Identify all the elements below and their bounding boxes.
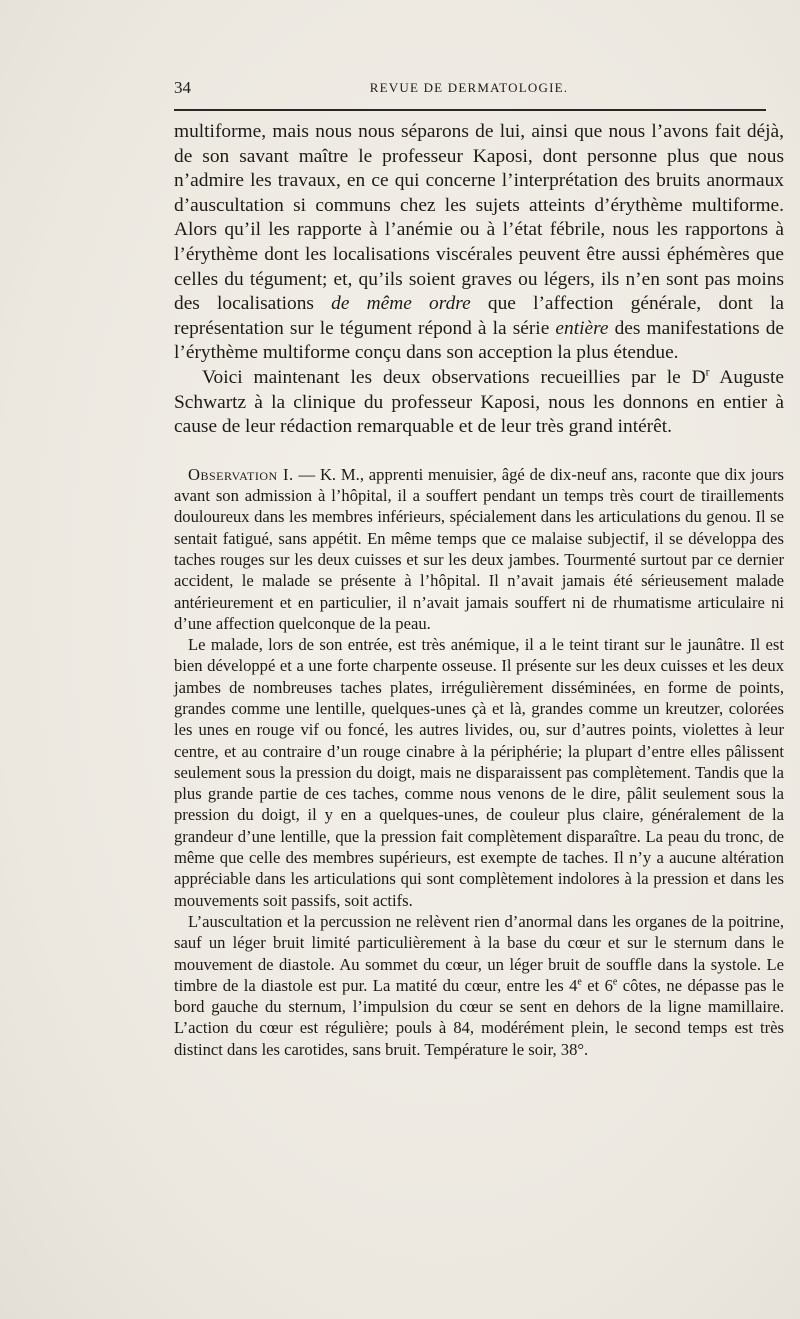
- text-run: — K. M., apprenti menuisier, âgé de dix-neuf ans, raconte que dix jours avant son admission à l’hôpital, il a souffert pendant un temps très court de tiraillements douloureux dans les membres inférieurs, spécialement dans les articulations du genou. Il se sentait fatigué, sans appétit. En même temps que ce malaise subjectif, il se développa des taches rouges sur les deux cuisses et sur les deux jambes. Tourmenté surtout par ce dernier accident, le malade se présente à l’hôpital. Il n’avait jamais été sérieusement malade antérieurement et en particulier, il n’avait jamais souffert ni de rhumatisme articulaire ni d’une affection quelconque de la peau.: [174, 464, 784, 633]
- superscript: e: [612, 976, 618, 988]
- running-title: REVUE DE DERMATOLOGIE.: [369, 80, 569, 95]
- text-block: [174, 120, 784, 1060]
- observation-label: Observation I.: [188, 464, 294, 484]
- main-text: [174, 120, 784, 440]
- observation-paragraph-2: Le malade, lors de son entrée, est très anémique, il a le teint tirant sur le jaunâtre. Il est bien développé et a une forte charpente osseuse. Il présente sur les deux cuisses et les deux jambes de nombreuses taches plates, irrégulièrement disséminées, en forme de points, grandes comme une lentille, quelques-unes çà et là, grandes comme un kreutzer, colorées les unes en rouge vif ou foncé, les autres livides, ou, sur d’autres points, violettes à leur centre, et au contraire d’un rouge cinabre à la périphérie; la plupart d’entre elles pâlissent seulement sous la pression du doigt, mais ne disparaissent pas complètement. Tandis que la plus grande partie de ces taches, comme nous venons de le dire, pâlit seulement sous la pression du doigt, il y en a quelques-unes, de couleur plus claire, généralement de la grandeur d’une lentille, que la pression fait complètement disparaître. La peau du tronc, de même que celle des membres supérieurs, est exempte de taches. Il n’y a aucune altération appréciable dans les articulations qui sont complètement indolores à la pression et dans les mouvements soit passifs, soit actifs.: [174, 635, 784, 910]
- text-run: Voici maintenant les deux observations recueillies par le D: [202, 366, 706, 388]
- superscript: e: [577, 976, 582, 988]
- page-header: [174, 78, 764, 100]
- text-run: des manifestations de l’érythème multiforme conçu dans son acception la plus étendue.: [174, 317, 784, 364]
- italic-run: de même ordre: [331, 293, 471, 315]
- text-run: côtes, ne dépasse pas le bord gauche du sternum, l’impulsion du cœur se sent en dehors de la ligne mamillaire. L’action du cœur est régulière; pouls à 84, modérément plein, le second temps est très distinct dans les carotides, sans bruit. Température le soir, 38°.: [174, 975, 784, 1059]
- text-run: que l’affection générale, dont la représentation sur le tégument répond à la série: [174, 293, 784, 339]
- text-run: et 6: [581, 975, 613, 995]
- observation-paragraph-3: [174, 911, 784, 1060]
- observation-paragraph-1: [174, 464, 784, 634]
- text-run: multiforme, mais nous nous séparons de lui, ainsi que nous l’avons fait déjà, de son savant maître le professeur Kaposi, dont personne plus que nous n’admire les travaux, en ce qui concerne l’interprétation des bruits anormaux d’auscultation si communs chez les sujets atteints d’érythème multiforme. Alors qu’il les rapporte à l’anémie ou à l’état fébrile, nous les rapportons à l’érythème dont les localisations viscérales peuvent être aussi éphémères que celles du tégument; et, qu’ils soient graves ou légers, ils n’en sont pas moins des localisations: [174, 121, 784, 315]
- page-number: 34: [174, 78, 191, 97]
- paragraph-continued: [174, 120, 784, 366]
- paragraph-intro-observations: [174, 366, 784, 440]
- text-run: L’auscultation et la percussion ne relèvent rien d’anormal dans les organes de la poitrine, sauf un léger bruit limité particulièrement à la base du cœur et sur le sternum dans le mouvement de diastole. Au sommet du cœur, un léger bruit de souffle dans la systole. Le timbre de la diastole est pur. La matité du cœur, entre les 4: [174, 911, 784, 995]
- italic-run: entière: [555, 317, 609, 339]
- header-rule: [174, 109, 766, 111]
- superscript: r: [705, 365, 710, 379]
- text-run: Auguste Schwartz à la clinique du professeur Kaposi, nous les donnons en entier à cause de leur rédaction remarquable et de leur très grand intérêt.: [174, 366, 784, 438]
- observation-section: [174, 464, 784, 1060]
